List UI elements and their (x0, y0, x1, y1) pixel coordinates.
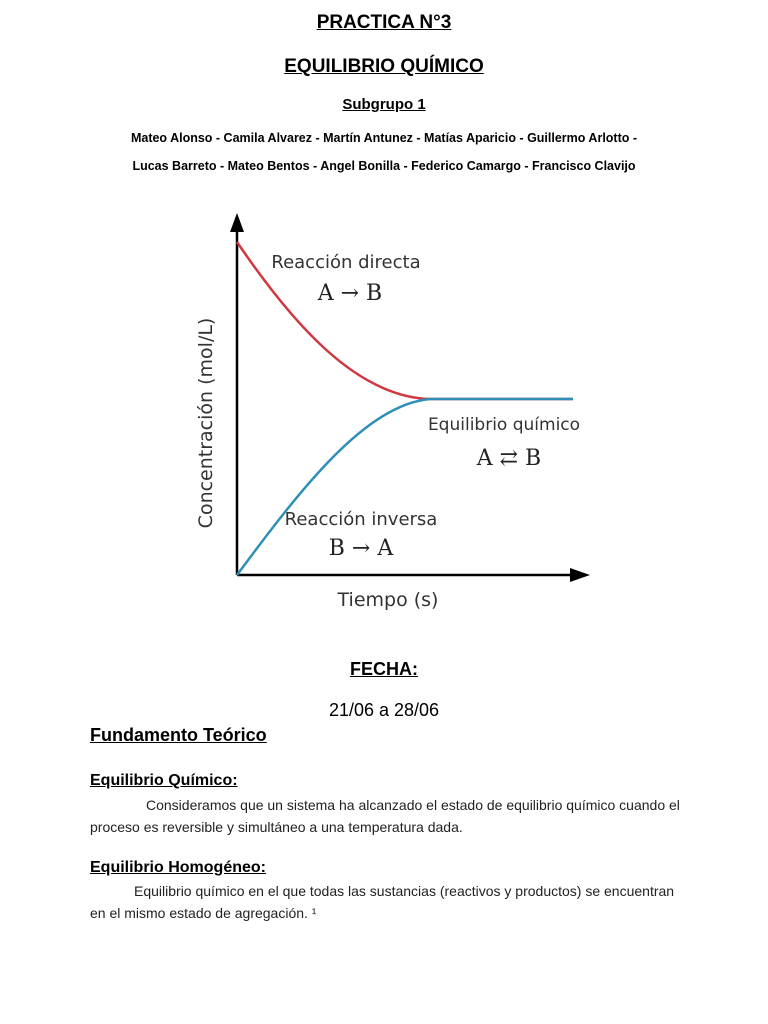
date-value: 21/06 a 28/06 (328, 700, 440, 720)
document-title: PRACTICA N°3 (316, 12, 452, 33)
equilibrium-label: Equilibrio químico (427, 415, 581, 435)
inverse-reaction-equation: B → A (328, 536, 394, 561)
y-axis-arrowhead (230, 213, 244, 232)
section-heading-equilibrio-quimico: Equilibrio Químico: (90, 772, 238, 789)
section-text-equilibrio-homogeneo (90, 880, 690, 924)
section-heading-equilibrio-homogeneo: Equilibrio Homogéneo: (90, 859, 266, 876)
paragraph-text: Equilibrio químico en el que todas las sustancias (reactivos y productos) se encuentran en el mismo estado de agregación. ¹ (90, 883, 675, 921)
x-axis-arrowhead (570, 568, 590, 582)
direct-reaction-label: Reacción directa (271, 252, 421, 273)
inverse-reaction-label: Reacción inversa (284, 509, 438, 530)
y-axis-label: Concentración (mol/L) (195, 317, 217, 529)
direct-reaction-equation: A → B (317, 281, 383, 306)
date-label: FECHA: (350, 659, 418, 679)
theory-heading: Fundamento Teórico (90, 725, 267, 745)
equilibrium-equation: A ⇄ B (476, 446, 542, 471)
subgroup-label: Subgrupo 1 (342, 96, 426, 113)
members-line-2: Lucas Barreto - Mateo Bentos - Angel Bonilla - Federico Camargo - Francisco Clavijo (132, 159, 636, 173)
equilibrium-figure (180, 205, 600, 615)
section-text-equilibrio-quimico (90, 794, 690, 838)
document-subtitle: EQUILIBRIO QUÍMICO (284, 56, 484, 77)
x-axis-label: Tiempo (s) (337, 589, 439, 611)
members-line-1: Mateo Alonso - Camila Alvarez - Martín Antunez - Matías Aparicio - Guillermo Arlotto - (130, 131, 638, 145)
paragraph-text: Consideramos que un sistema ha alcanzado el estado de equilibrio químico cuando el proceso es reversible y simultáneo a una temperatura dada. (90, 797, 680, 835)
